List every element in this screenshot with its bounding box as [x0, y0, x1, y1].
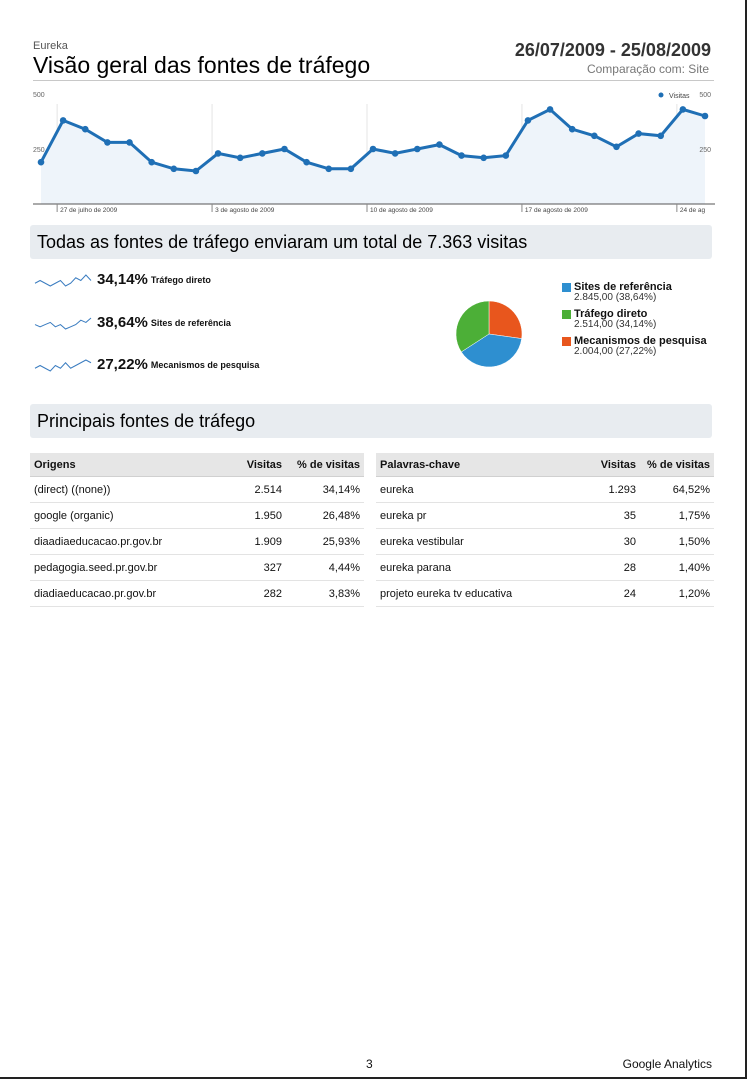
- table-cell: 1.293: [574, 477, 640, 503]
- data-point: [458, 152, 465, 159]
- main-sources-section-bar: [30, 404, 712, 438]
- column-header: % de visitas: [286, 453, 364, 477]
- table-cell: pedagogia.seed.pr.gov.br: [30, 555, 218, 581]
- data-point: [126, 139, 133, 146]
- data-point: [370, 146, 377, 153]
- table-row: [376, 503, 714, 529]
- y-tick-label: 500: [699, 92, 711, 99]
- data-point: [303, 159, 310, 166]
- legend-name: Tráfego direto: [574, 308, 648, 320]
- legend-swatch: [562, 337, 571, 346]
- table-cell: 28: [574, 555, 640, 581]
- y-tick-label: 250: [699, 147, 711, 154]
- data-point: [436, 141, 443, 148]
- table-cell: 25,93%: [286, 529, 364, 555]
- legend-name: Sites de referência: [574, 281, 672, 293]
- site-name: Eureka: [33, 40, 68, 52]
- table-cell: 1.909: [218, 529, 286, 555]
- table-cell: eureka pr: [376, 503, 574, 529]
- data-point: [237, 155, 244, 162]
- x-tick-label: 3 de agosto de 2009: [215, 207, 275, 214]
- table-cell: 4,44%: [286, 555, 364, 581]
- table-cell: 30: [574, 529, 640, 555]
- summary-title: Todas as fontes de tráfego enviaram um total de 7.363 visitas: [37, 232, 528, 252]
- sparkline-icon: [33, 272, 93, 288]
- source-percent: 27,22%: [97, 356, 148, 374]
- legend-item-referral: [562, 282, 672, 303]
- table-cell: 34,14%: [286, 477, 364, 503]
- sparkline-path: [35, 360, 91, 371]
- legend-value: 2.004,00 (27,22%): [574, 346, 657, 357]
- data-point: [480, 155, 487, 162]
- table-row: [376, 529, 714, 555]
- x-tick-label: 24 de ag: [679, 207, 706, 214]
- legend-name: Mecanismos de pesquisa: [574, 335, 707, 347]
- pie-slice: [489, 301, 522, 339]
- column-header: Visitas: [218, 453, 286, 477]
- table-cell: (direct) ((none)): [30, 477, 218, 503]
- page-number: 3: [366, 1057, 373, 1071]
- x-tick-label: 10 de agosto de 2009: [370, 207, 433, 214]
- origins-table: [30, 453, 364, 607]
- footer-brand: Google Analytics: [622, 1057, 712, 1071]
- table-cell: eureka parana: [376, 555, 574, 581]
- table-cell: 64,52%: [640, 477, 714, 503]
- column-header: % de visitas: [640, 453, 714, 477]
- table-row: [30, 503, 364, 529]
- table-cell: eureka vestibular: [376, 529, 574, 555]
- data-point: [503, 152, 510, 159]
- title-divider: [33, 80, 714, 81]
- keywords-table: [376, 453, 714, 607]
- table-cell: 1,50%: [640, 529, 714, 555]
- visits-line-chart: [33, 86, 715, 216]
- legend-swatch: [562, 283, 571, 292]
- table-cell: diadiaeducacao.pr.gov.br: [30, 581, 218, 607]
- source-row-referral: [33, 314, 231, 336]
- table-cell: diaadiaeducacao.pr.gov.br: [30, 529, 218, 555]
- data-point: [193, 168, 200, 175]
- source-row-direct: [33, 271, 211, 293]
- page-title: Visão geral das fontes de tráfego: [33, 52, 371, 78]
- data-point: [82, 126, 89, 133]
- sparkline-icon: [33, 357, 93, 373]
- source-label: Tráfego direto: [150, 274, 211, 285]
- summary-section-bar: [30, 225, 712, 259]
- data-point: [281, 146, 288, 153]
- data-point: [657, 133, 664, 140]
- column-header: Origens: [30, 453, 218, 477]
- traffic-pie-chart: [454, 299, 524, 369]
- table-cell: eureka: [376, 477, 574, 503]
- table-cell: 24: [574, 581, 640, 607]
- sparkline-path: [35, 318, 91, 329]
- y-tick-label: 250: [33, 147, 45, 154]
- table-row: [30, 529, 364, 555]
- legend-item-direct: [562, 309, 656, 330]
- legend-swatch: [562, 310, 571, 319]
- data-point: [38, 159, 45, 166]
- table-row: [30, 555, 364, 581]
- data-point: [680, 106, 687, 113]
- table-row: [30, 477, 364, 503]
- table-cell: 1,40%: [640, 555, 714, 581]
- data-point: [325, 166, 332, 173]
- data-point: [613, 144, 620, 151]
- table-cell: 327: [218, 555, 286, 581]
- y-tick-label: 500: [33, 92, 45, 99]
- table-cell: 35: [574, 503, 640, 529]
- source-label: Sites de referência: [150, 317, 231, 328]
- table-row: [376, 581, 714, 607]
- comparison-label: Comparação com: Site: [586, 62, 709, 76]
- data-point: [104, 139, 111, 146]
- table-cell: 26,48%: [286, 503, 364, 529]
- data-point: [60, 117, 67, 124]
- source-label: Mecanismos de pesquisa: [150, 359, 260, 370]
- data-point: [635, 130, 642, 137]
- data-point: [171, 166, 178, 173]
- x-tick-label: 27 de julho de 2009: [60, 207, 118, 214]
- table-cell: 1,75%: [640, 503, 714, 529]
- data-point: [547, 106, 554, 113]
- date-range: 26/07/2009 - 25/08/2009: [514, 40, 711, 60]
- data-point: [259, 150, 266, 157]
- table-header-row: [30, 453, 364, 477]
- data-point: [215, 150, 222, 157]
- data-point: [525, 117, 532, 124]
- table-row: [30, 581, 364, 607]
- legend-item-search: [562, 336, 707, 357]
- source-percent: 38,64%: [97, 314, 148, 332]
- legend-label: Visitas: [669, 93, 690, 100]
- legend-value: 2.514,00 (34,14%): [574, 319, 657, 330]
- data-point: [148, 159, 155, 166]
- data-point: [348, 166, 355, 173]
- series-area: [41, 109, 705, 204]
- main-sources-title: Principais fontes de tráfego: [37, 411, 256, 431]
- table-header-row: [376, 453, 714, 477]
- column-header: Palavras-chave: [376, 453, 574, 477]
- table-cell: 3,83%: [286, 581, 364, 607]
- source-row-search: [33, 356, 259, 378]
- sparkline-icon: [33, 315, 93, 331]
- table-cell: projeto eureka tv educativa: [376, 581, 574, 607]
- table-cell: google (organic): [30, 503, 218, 529]
- data-point: [591, 133, 598, 140]
- data-point: [414, 146, 421, 153]
- legend-marker: [659, 93, 664, 98]
- table-cell: 1,20%: [640, 581, 714, 607]
- data-point: [569, 126, 576, 133]
- data-point: [702, 113, 709, 120]
- table-cell: 282: [218, 581, 286, 607]
- table-cell: 2.514: [218, 477, 286, 503]
- column-header: Visitas: [574, 453, 640, 477]
- table-cell: 1.950: [218, 503, 286, 529]
- x-tick-label: 17 de agosto de 2009: [524, 207, 588, 214]
- table-row: [376, 555, 714, 581]
- sparkline-path: [35, 275, 91, 286]
- data-point: [392, 150, 399, 157]
- table-row: [376, 477, 714, 503]
- source-percent: 34,14%: [97, 271, 148, 289]
- legend-value: 2.845,00 (38,64%): [574, 292, 657, 303]
